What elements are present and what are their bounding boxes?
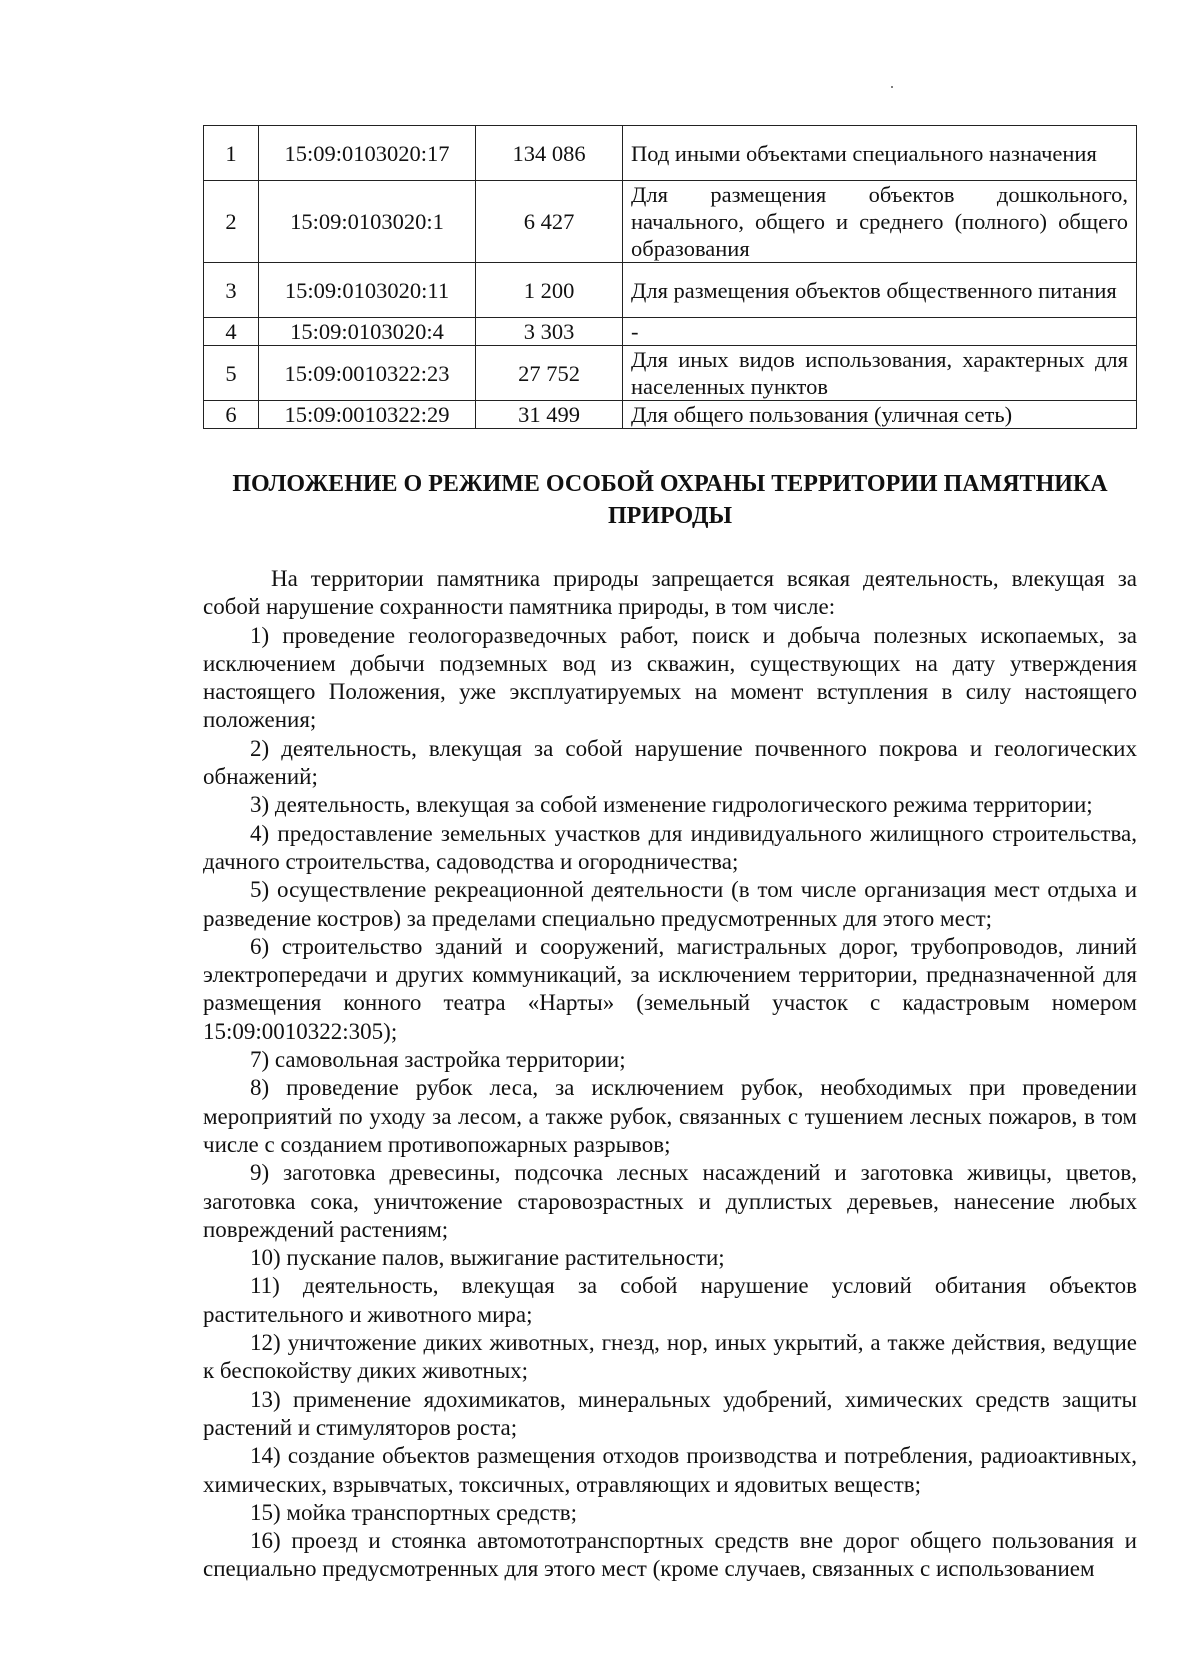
permitted-use: Для размещения объектов общественного питания xyxy=(623,263,1137,318)
area-value: 1 200 xyxy=(476,263,623,318)
cadastral-number: 15:09:0010322:23 xyxy=(259,346,476,401)
list-item: 8) проведение рубок леса, за исключением рубок, необходимых при проведении мероприятий по уходу за лесом, а также рубок, связанных с тушением лесных пожаров, в том числе с созданием противопожарных разрывов; xyxy=(203,1075,1137,1157)
cadastral-number: 15:09:0103020:11 xyxy=(259,263,476,318)
list-item: 7) самовольная застройка территории; xyxy=(250,1047,626,1073)
list-item: 4) предоставление земельных участков для индивидуального жилищного строительства, дачного строительства, садоводства и огородничества; xyxy=(203,820,1137,874)
list-item: 1) проведение геологоразведочных работ, поиск и добыча полезных ископаемых, за исключением добычи подземных вод из скважин, существующих на дату утверждения настоящего Положения, уже эксплуатируемых на момент вступления в силу настоящего положения; xyxy=(203,622,1137,733)
permitted-use: Для иных видов использования, характерных для населенных пунктов xyxy=(623,346,1137,401)
table-row xyxy=(204,401,1137,429)
regulation-text xyxy=(203,565,1137,1584)
list-item: 9) заготовка древесины, подсочка лесных насаждений и заготовка живицы, цветов, заготовка сока, уничтожение старовозрастных и дуплистых деревьев, нанесение любых повреждений растениям; xyxy=(203,1160,1137,1242)
cadastral-number: 15:09:0103020:17 xyxy=(259,126,476,181)
permitted-use: Для общего пользования (уличная сеть) xyxy=(623,401,1137,429)
intro-paragraph: На территории памятника природы запрещается всякая деятельность, влекущая за собой нарушение сохранности памятника природы, в том числе: xyxy=(203,566,1137,620)
table-row xyxy=(204,263,1137,318)
table-row xyxy=(204,346,1137,401)
cadastral-number: 15:09:0103020:4 xyxy=(259,318,476,346)
table-row xyxy=(204,126,1137,181)
cadastral-number: 15:09:0010322:29 xyxy=(259,401,476,429)
list-item: 13) применение ядохимикатов, минеральных удобрений, химических средств защиты растений и стимуляторов роста; xyxy=(203,1386,1137,1440)
row-number: 2 xyxy=(204,181,259,263)
row-number: 1 xyxy=(204,126,259,181)
permitted-use: Под иными объектами специального назначения xyxy=(623,126,1137,181)
area-value: 31 499 xyxy=(476,401,623,429)
list-item: 15) мойка транспортных средств; xyxy=(250,1499,578,1525)
permitted-use: - xyxy=(623,318,1137,346)
area-value: 6 427 xyxy=(476,181,623,263)
area-value: 27 752 xyxy=(476,346,623,401)
list-item: 3) деятельность, влекущая за собой изменение гидрологического режима территории; xyxy=(250,792,1093,818)
list-item: 12) уничтожение диких животных, гнезд, нор, иных укрытий, а также действия, ведущие к беспокойству диких животных; xyxy=(203,1330,1137,1384)
parcels-table xyxy=(203,125,1137,429)
list-item: 14) создание объектов размещения отходов производства и потребления, радиоактивных, химических, взрывчатых, токсичных, отравляющих и ядовитых веществ; xyxy=(203,1443,1137,1497)
row-number: 4 xyxy=(204,318,259,346)
list-item: 5) осуществление рекреационной деятельности (в том числе организация мест отдыха и разведение костров) за пределами специально предусмотренных для этого мест; xyxy=(203,877,1137,931)
area-value: 3 303 xyxy=(476,318,623,346)
table-row xyxy=(204,181,1137,263)
row-number: 6 xyxy=(204,401,259,429)
row-number: 3 xyxy=(204,263,259,318)
row-number: 5 xyxy=(204,346,259,401)
list-item: 10) пускание палов, выжигание растительности; xyxy=(250,1245,725,1271)
area-value: 134 086 xyxy=(476,126,623,181)
list-item: 2) деятельность, влекущая за собой нарушение почвенного покрова и геологических обнажений; xyxy=(203,735,1137,790)
table-row xyxy=(204,318,1137,346)
list-item: 6) строительство зданий и сооружений, магистральных дорог, трубопроводов, линий электропередачи и других коммуникаций, за исключением территории, предназначенной для размещения конного театра «Нарты» (земельный участок с кадастровым номером 15:09:0010322:305); xyxy=(203,933,1137,1044)
list-item: 11) деятельность, влекущая за собой нарушение условий обитания объектов растительного и животного мира; xyxy=(203,1273,1137,1327)
section-heading: ПОЛОЖЕНИЕ О РЕЖИМЕ ОСОБОЙ ОХРАНЫ ТЕРРИТОРИИ ПАМЯТНИКА ПРИРОДЫ xyxy=(232,471,1108,529)
list-item: 16) проезд и стоянка автомототранспортных средств вне дорог общего пользования и специально предусмотренных для этого мест (кроме случаев, связанных с использованием xyxy=(203,1528,1137,1582)
cadastral-number: 15:09:0103020:1 xyxy=(259,181,476,263)
permitted-use: Для размещения объектов дошкольного, начального, общего и среднего (полного) общего образования xyxy=(623,181,1137,263)
scan-speck xyxy=(891,86,893,88)
